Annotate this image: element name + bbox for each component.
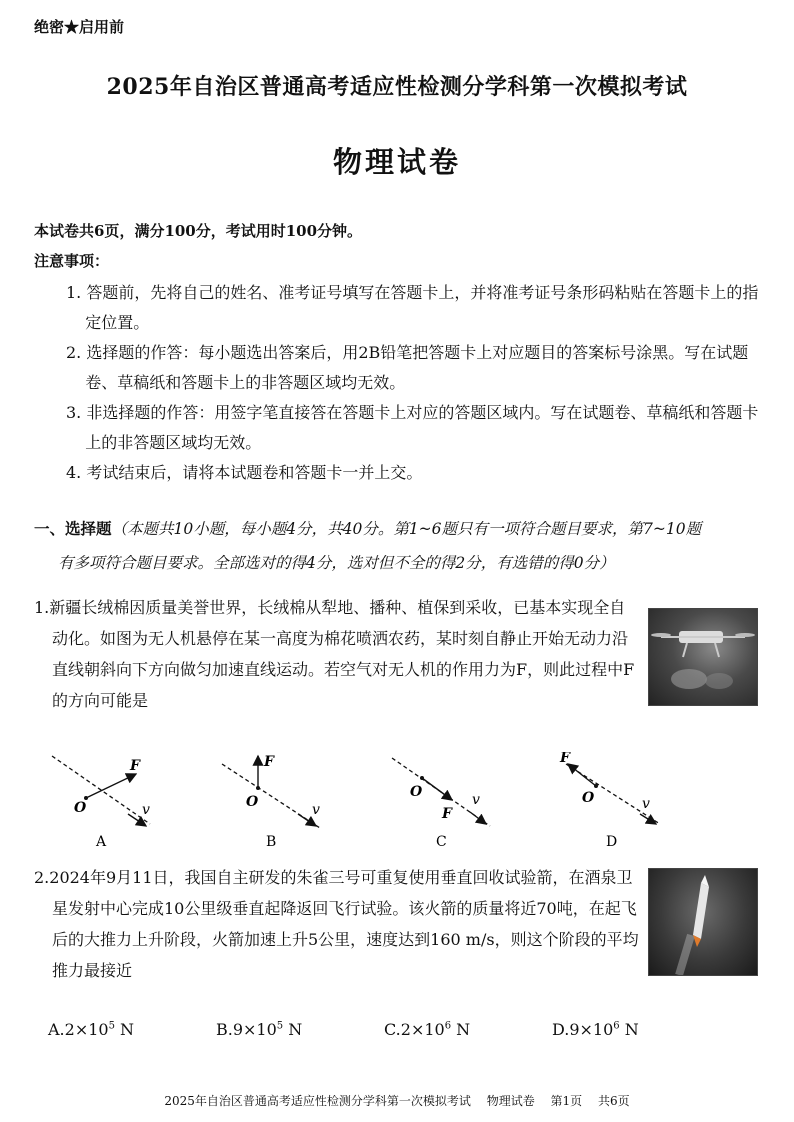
- note-item: 1. 答题前，先将自己的姓名、准考证号填写在答题卡上，并将准考证号条形码粘贴在答题卡上的指定位置。: [66, 283, 759, 332]
- exam-title: 2025年自治区普通高考适应性检测分学科第一次模拟考试: [106, 74, 688, 100]
- footer-total: 共6页: [598, 1094, 630, 1108]
- question-1: [34, 592, 639, 716]
- notes-list: [66, 278, 766, 488]
- footer-subject: 物理试卷: [486, 1094, 535, 1108]
- diagram-c: [386, 752, 506, 856]
- origin-label: O: [410, 784, 423, 800]
- page-footer: [0, 1092, 794, 1109]
- rocket-photo: [648, 868, 758, 976]
- option-letter: B: [266, 834, 277, 850]
- exam-summary: 本试卷共6页，满分100分，考试用时100分钟。: [34, 222, 363, 240]
- velocity-label: v: [472, 792, 480, 808]
- diagram-b: [216, 752, 336, 856]
- choice-c[interactable]: $C.2\times 10^6$ N: [384, 1020, 471, 1039]
- question-number: 1.: [34, 598, 50, 617]
- origin-label: O: [74, 800, 87, 816]
- velocity-label: v: [142, 802, 150, 818]
- note-item: 3. 非选择题的作答：用签字笔直接答在答题卡上对应的答题区域内。写在试题卷、草稿纸和答题卡上的非答题区域均无效。: [66, 403, 759, 452]
- velocity-label: v: [642, 796, 650, 812]
- section-label: 一、选择题: [34, 519, 112, 538]
- question-text: 新疆长绒棉因质量美誉世界，长绒棉从犁地、播种、植保到采收，已基本实现全自动化。如图为无人机悬停在某一高度为棉花喷洒农药，某时刻自静止开始无动力沿直线朝斜向下方向做匀加速直线运动。若空气对无人机的作用力为F，则此过程中F的方向可能是: [49, 598, 635, 710]
- option-letter: C: [436, 834, 447, 850]
- note-item: 2. 选择题的作答：每小题选出答案后，用2B铅笔把答题卡上对应题目的答案标号涂黑。写在试题卷、草稿纸和答题卡上的非答题区域均无效。: [66, 343, 749, 392]
- velocity-label: v: [312, 802, 320, 818]
- choice-d[interactable]: $D.9\times 10^6$ N: [552, 1020, 639, 1039]
- section-heading: [34, 512, 774, 580]
- note-item: 4. 考试结束后，请将本试题卷和答题卡一并上交。: [66, 463, 423, 482]
- section-desc-line1: （本题共10小题，每小题4分，共40分。第1~6题只有一项符合题目要求，第7~10题: [111, 520, 702, 538]
- force-label: F: [442, 806, 452, 822]
- question-text: 2024年9月11日，我国自主研发的朱雀三号可重复使用垂直回收试验箭，在酒泉卫星发射中心完成10公里级垂直起降返回飞行试验。该火箭的质量将近70吨，在起飞后的大推力上升阶段，火箭加速上升5公里，速度达到160 m/s，则这个阶段的平均推力最接近: [49, 868, 639, 980]
- choice-b[interactable]: $B.9\times 10^5$ N: [216, 1020, 303, 1039]
- diagram-d: [556, 752, 676, 856]
- footer-exam: 2025年自治区普通高考适应性检测分学科第一次模拟考试: [164, 1094, 471, 1108]
- origin-label: O: [246, 794, 259, 810]
- question-number: 2.: [34, 868, 50, 887]
- choice-a[interactable]: $A.2\times 10^5$ N: [48, 1020, 135, 1039]
- diagram-a: [46, 752, 166, 856]
- subject-title: 物理试卷: [332, 145, 461, 179]
- secret-mark: 绝密★启用前: [34, 18, 125, 36]
- drone-photo: [648, 608, 758, 706]
- origin-label: O: [582, 790, 595, 806]
- section-desc-line2: 有多项符合题目要求。全部选对的得4分，选对但不全的得2分，有选错的得0分）: [58, 554, 615, 572]
- footer-page: 第1页: [550, 1094, 583, 1108]
- option-letter: A: [96, 834, 107, 850]
- force-label: F: [264, 754, 274, 770]
- question-2: [34, 862, 639, 986]
- notes-title: 注意事项：: [34, 252, 110, 270]
- option-letter: D: [606, 834, 618, 850]
- force-label: F: [560, 752, 570, 766]
- force-label: F: [130, 758, 140, 774]
